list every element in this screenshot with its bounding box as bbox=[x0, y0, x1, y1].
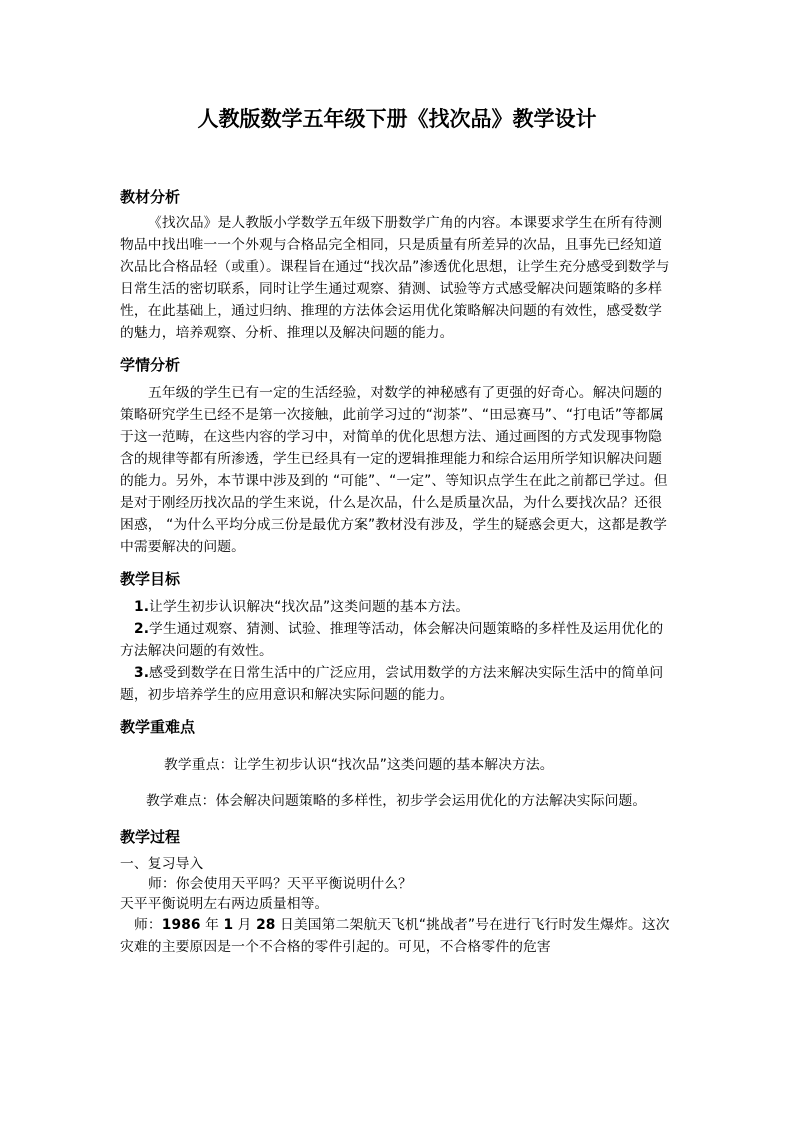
goal-item-1 bbox=[120, 596, 675, 618]
process-teacher-story bbox=[120, 914, 675, 958]
key-focus-paragraph: 教学重点：让学生初步认识“找次品”这类问题的基本解决方法。 bbox=[164, 757, 554, 773]
document-body bbox=[120, 186, 675, 958]
story-month: 1 bbox=[223, 917, 234, 933]
teacher-prefix: 师： bbox=[134, 917, 162, 933]
students-paragraph: 五年级的学生已有一定的生活经验，对数学的神秘感有了更强的好奇心。解决问题的策略研究学生已经不是第一次接触，此前学习过的“沏茶”、“田忌赛马”、“打电话”等都属于这一范畴，在这些内容的学习中，对简单的优化思想方法、通过画图的方式发现事物隐含的规律等都有所渗透，学生已经具有一定的逻辑推理能力和综合运用所学知识解决问题的能力。另外，本节课中涉及到的 “可能”、“一定”、等知识点学生在此之前都已学过。但是对于刚经历找次品的学生来说，什么是次品，什么是质量次品，为什么要找次品？还很困惑， “为什么平均分成三份是最优方案”教材没有涉及，学生的疑惑会更大，这都是教学中需要解决的问题。 bbox=[120, 385, 668, 555]
story-year: 1986 bbox=[161, 917, 201, 933]
goal-number: 3. bbox=[134, 665, 150, 681]
key-difficulty-paragraph: 教学难点：体会解决问题策略的多样性，初步学会运用优化的方法解决实际问题。 bbox=[146, 793, 647, 809]
story-text: 年 bbox=[200, 917, 224, 933]
story-day: 28 bbox=[256, 917, 276, 933]
process-answer: 天平平衡说明左右两边质量相等。 bbox=[120, 896, 329, 912]
analysis-paragraph: 《找次品》是人教版小学数学五年级下册数学广角的内容。本课要求学生在所有待测物品中找出唯一一个外观与合格品完全相同，只是质量有所差异的次品，且事先已经知道次品比合格品轻（或重）。课程旨在通过“找次品”渗透优化思想，让学生充分感受到数学与日常生活的密切联系，同时让学生通过观察、猜测、试验等方式感受解决问题策略的多样性，在此基础上，通过归纳、推理的方法体会运用优化策略解决问题的有效性，感受数学的魅力，培养观察、分析、推理以及解决问题的能力。 bbox=[120, 215, 670, 341]
story-text: 日美国第二架航天飞机“挑战者”号在进行飞行时发生爆炸。这次灾难的主要原因是一个不合格的零件引起的。可见，不合格零件的危害 bbox=[120, 917, 670, 955]
goal-item-2 bbox=[120, 618, 675, 662]
goal-text: 学生通过观察、猜测、试验、推理等活动，体会解决问题策略的多样性及运用优化的方法解决问题的有效性。 bbox=[120, 621, 664, 659]
goal-text: 感受到数学在日常生活中的广泛应用，尝试用数学的方法来解决实际生活中的简单问题，初步培养学生的应用意识和解决实际问题的能力。 bbox=[120, 665, 664, 703]
section-heading-analysis: 教材分析 bbox=[120, 188, 181, 206]
page-title: 人教版数学五年级下册《找次品》教学设计 bbox=[197, 106, 597, 131]
process-step-title: 一、复习导入 bbox=[120, 856, 204, 872]
story-text: 月 bbox=[233, 917, 257, 933]
section-heading-process: 教学过程 bbox=[120, 828, 181, 846]
goal-number: 2. bbox=[134, 621, 150, 637]
section-heading-keypoints: 教学重难点 bbox=[120, 718, 196, 736]
goal-number: 1. bbox=[134, 599, 150, 615]
goal-item-3 bbox=[120, 662, 675, 706]
goal-text: 让学生初步认识解决“找次品”这类问题的基本方法。 bbox=[149, 599, 470, 615]
section-heading-students: 学情分析 bbox=[120, 356, 181, 374]
section-heading-goals: 教学目标 bbox=[120, 570, 181, 588]
process-question: 师：你会使用天平吗？天平平衡说明什么？ bbox=[148, 876, 413, 892]
